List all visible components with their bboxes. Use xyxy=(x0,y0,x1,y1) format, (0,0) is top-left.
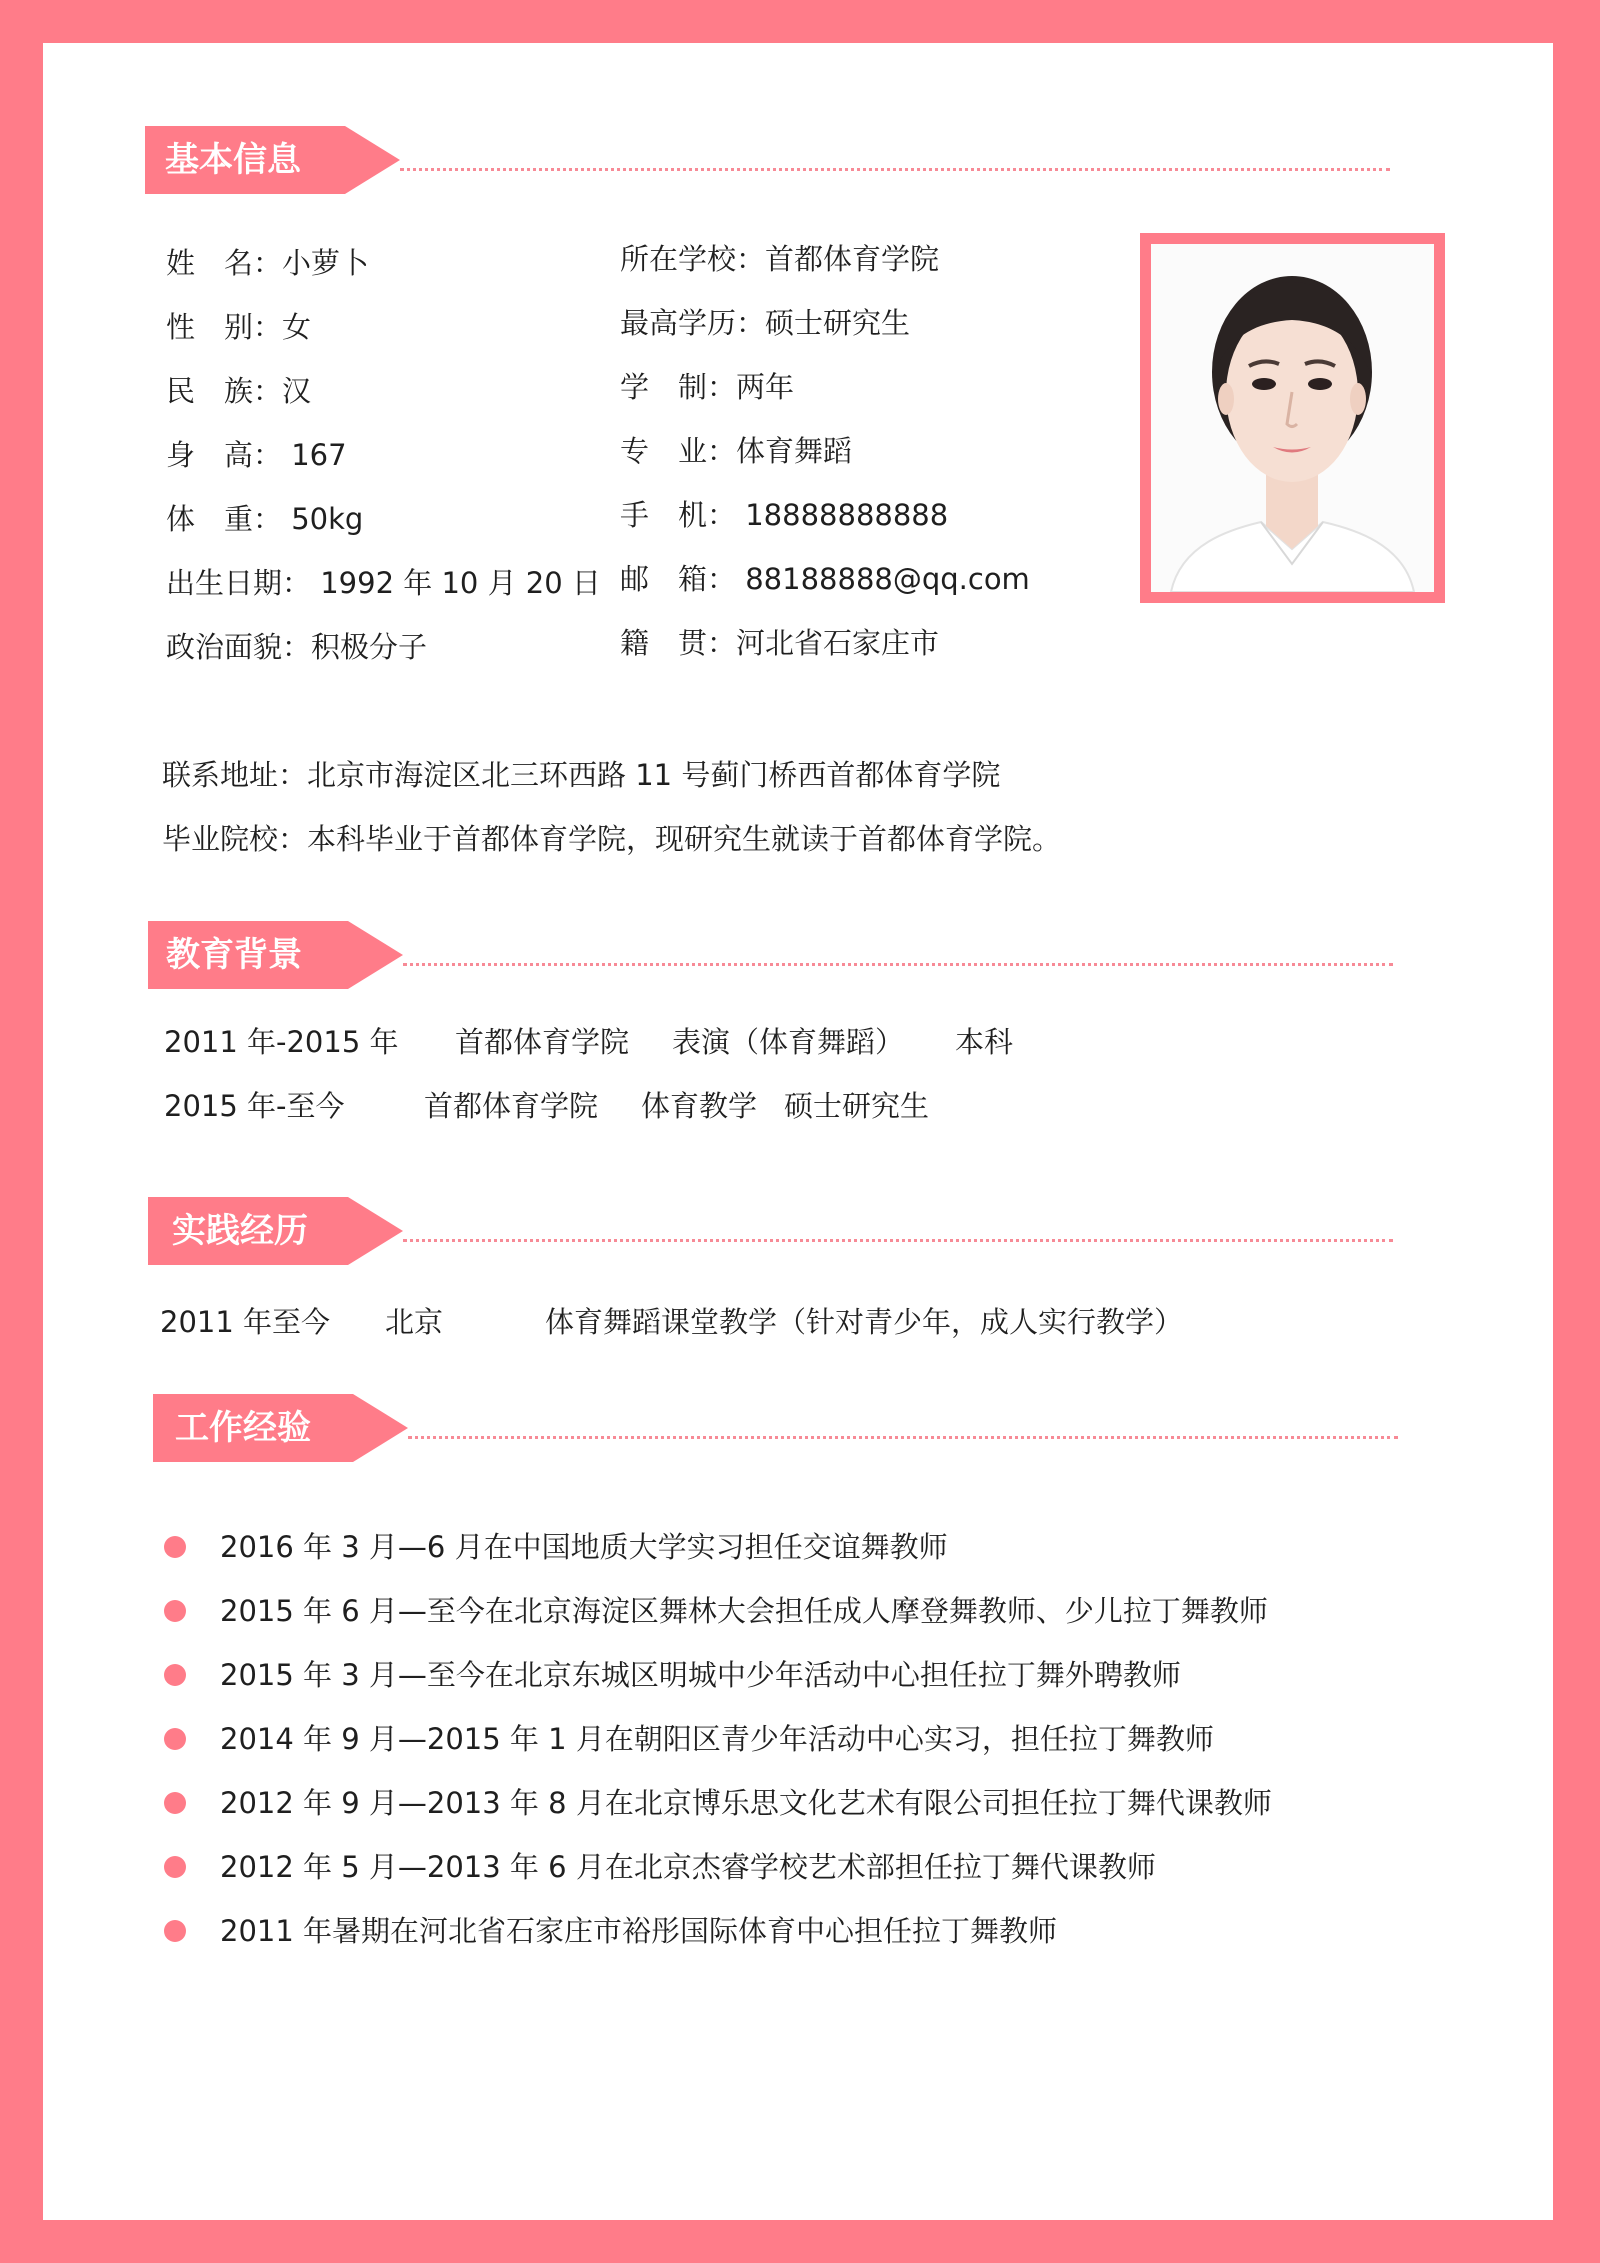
section-divider-education xyxy=(403,963,1393,966)
field-political-status: 政治面貌：积极分子 xyxy=(166,630,428,664)
education-degree: 本科 xyxy=(955,1025,1014,1059)
field-height: 身 高： 167 xyxy=(166,438,347,472)
bullet-dot-icon xyxy=(164,1728,186,1750)
bullet-dot-icon xyxy=(164,1664,186,1686)
avatar xyxy=(1151,244,1434,592)
section-divider-work xyxy=(408,1436,1398,1439)
section-header-work xyxy=(153,1394,413,1464)
section-header-practice xyxy=(148,1197,408,1267)
bullet-dot-icon xyxy=(164,1920,186,1942)
section-divider-practice xyxy=(403,1239,1393,1242)
field-gender: 性 别：女 xyxy=(166,310,312,344)
work-item-text: 2015 年 6 月—至今在北京海淀区舞林大会担任成人摩登舞教师、少儿拉丁舞教师 xyxy=(220,1594,1268,1628)
field-duration: 学 制：两年 xyxy=(620,370,795,404)
field-hometown: 籍 贯：河北省石家庄市 xyxy=(620,626,940,660)
bullet-dot-icon xyxy=(164,1536,186,1558)
section-title-practice: 实践经历 xyxy=(172,1211,308,1251)
practice-place: 北京 xyxy=(385,1305,444,1339)
education-major: 表演（体育舞蹈） xyxy=(672,1025,905,1059)
education-degree: 硕士研究生 xyxy=(784,1089,930,1123)
field-degree: 最高学历：硕士研究生 xyxy=(620,306,911,340)
education-period: 2011 年-2015 年 xyxy=(164,1025,399,1059)
section-header-education xyxy=(148,921,408,991)
graduated-school: 毕业院校：本科毕业于首都体育学院，现研究生就读于首都体育学院。 xyxy=(162,822,1062,856)
portrait-illustration xyxy=(1151,244,1434,592)
field-phone: 手 机： 18888888888 xyxy=(620,498,949,532)
section-title-education: 教育背景 xyxy=(166,935,302,975)
work-item-text: 2012 年 9 月—2013 年 8 月在北京博乐思文化艺术有限公司担任拉丁舞代课教师 xyxy=(220,1786,1272,1820)
contact-address: 联系地址：北京市海淀区北三环西路 11 号蓟门桥西首都体育学院 xyxy=(162,758,1001,792)
section-divider-basic xyxy=(400,168,1390,171)
photo-frame xyxy=(1140,233,1445,603)
education-school: 首都体育学院 xyxy=(424,1089,599,1123)
section-title-basic: 基本信息 xyxy=(165,140,301,180)
field-weight: 体 重： 50kg xyxy=(166,502,364,536)
bullet-dot-icon xyxy=(164,1792,186,1814)
education-major: 体育教学 xyxy=(641,1089,758,1123)
bullet-dot-icon xyxy=(164,1856,186,1878)
practice-description: 体育舞蹈课堂教学（针对青少年，成人实行教学） xyxy=(545,1305,1184,1339)
education-school: 首都体育学院 xyxy=(455,1025,630,1059)
field-name: 姓 名：小萝卜 xyxy=(166,246,370,280)
work-item-text: 2012 年 5 月—2013 年 6 月在北京杰睿学校艺术部担任拉丁舞代课教师 xyxy=(220,1850,1156,1884)
section-title-work: 工作经验 xyxy=(175,1408,311,1448)
bullet-dot-icon xyxy=(164,1600,186,1622)
work-item-text: 2014 年 9 月—2015 年 1 月在朝阳区青少年活动中心实习，担任拉丁舞教师 xyxy=(220,1722,1214,1756)
field-birthdate: 出生日期： 1992 年 10 月 20 日 xyxy=(166,566,601,600)
education-period: 2015 年-至今 xyxy=(164,1089,345,1123)
practice-period: 2011 年至今 xyxy=(160,1305,331,1339)
work-item-text: 2016 年 3 月—6 月在中国地质大学实习担任交谊舞教师 xyxy=(220,1530,948,1564)
work-item-text: 2015 年 3 月—至今在北京东城区明城中少年活动中心担任拉丁舞外聘教师 xyxy=(220,1658,1181,1692)
section-header-basic xyxy=(145,126,405,196)
field-email: 邮 箱： 88188888@qq.com xyxy=(620,562,1030,596)
field-school: 所在学校：首都体育学院 xyxy=(620,242,940,276)
work-item-text: 2011 年暑期在河北省石家庄市裕彤国际体育中心担任拉丁舞教师 xyxy=(220,1914,1058,1948)
field-major: 专 业：体育舞蹈 xyxy=(620,434,853,468)
field-ethnicity: 民 族：汉 xyxy=(166,374,312,408)
